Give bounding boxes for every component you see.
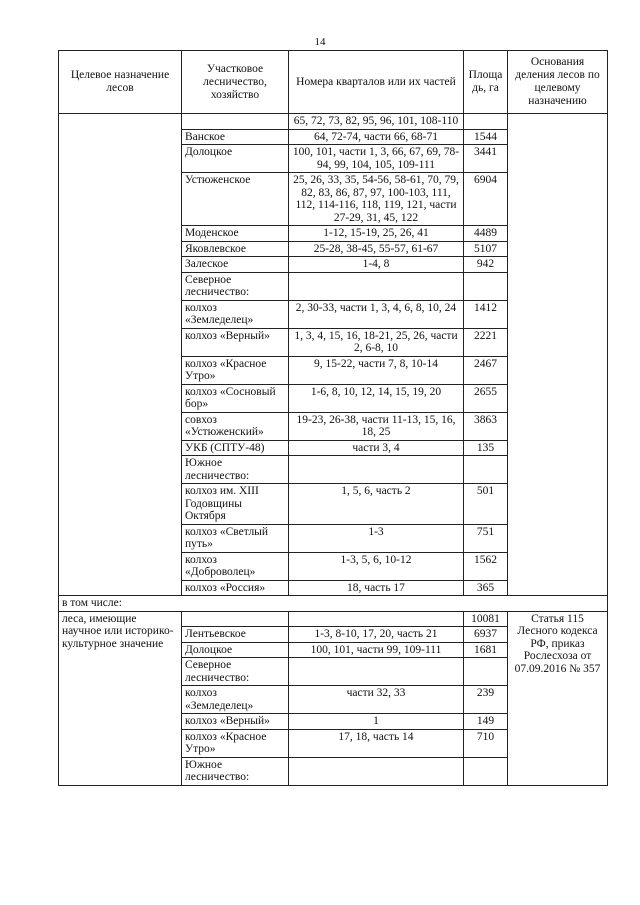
unit-cell: колхоз «Красное Утро» [182,729,289,757]
quarters-cell: 1 [289,714,464,730]
quarters-cell: 100, 101, части 1, 3, 66, 67, 69, 78-94, 99, 104, 105, 109-111 [289,145,464,173]
table-row [59,484,608,525]
basis-cell [508,145,608,173]
area-cell [464,456,508,484]
area-cell [464,114,508,130]
area-cell: 3441 [464,145,508,173]
quarters-cell: 1-3, 8-10, 17, 20, часть 21 [289,627,464,643]
quarters-cell: 2, 30-33, части 1, 3, 4, 6, 8, 10, 24 [289,300,464,328]
unit-cell: Южное лесничество: [182,757,289,785]
area-cell: 149 [464,714,508,730]
forest-table [58,50,608,786]
area-cell: 2467 [464,356,508,384]
quarters-cell [289,658,464,686]
basis-cell [508,257,608,273]
unit-cell: Ванское [182,129,289,145]
area-cell: 2655 [464,384,508,412]
purpose-cell [59,412,182,440]
basis-cell [508,226,608,242]
table-row [59,129,608,145]
basis-cell [508,114,608,130]
quarters-cell: 1-3 [289,524,464,552]
table-row [59,328,608,356]
table-row [59,145,608,173]
table-row [59,552,608,580]
table-row [59,412,608,440]
table-row [59,300,608,328]
subtotal-row [59,596,608,612]
unit-cell: колхоз «Доброволец» [182,552,289,580]
quarters-cell: 1, 3, 4, 15, 16, 18-21, 25, 26, части 2, 6-8, 10 [289,328,464,356]
table-row [59,456,608,484]
unit-cell: Южное лесничество: [182,456,289,484]
page-number: 14 [314,36,326,48]
quarters-cell [289,611,464,627]
unit-cell: колхоз «Верный» [182,714,289,730]
purpose-cell [59,173,182,226]
unit-cell: колхоз «Россия» [182,580,289,596]
quarters-cell: 25, 26, 33, 35, 54-56, 58-61, 70, 79, 82, 83, 86, 87, 97, 100-103, 111, 112, 114-116, 118, 119, 121, части 27-29, 31, 45, 122 [289,173,464,226]
table-row [59,257,608,273]
unit-cell: совхоз «Устюженский» [182,412,289,440]
purpose-cell [59,524,182,552]
area-cell: 239 [464,686,508,714]
unit-cell: Долоцкое [182,145,289,173]
basis-cell [508,440,608,456]
area-cell: 6904 [464,173,508,226]
purpose-cell [59,129,182,145]
quarters-cell [289,456,464,484]
area-cell: 4489 [464,226,508,242]
basis-cell [508,173,608,226]
quarters-cell: 1-3, 5, 6, 10-12 [289,552,464,580]
table-row [59,241,608,257]
quarters-cell: 1-4, 8 [289,257,464,273]
quarters-cell: 1, 5, 6, часть 2 [289,484,464,525]
unit-cell: колхоз «Сосновый бор» [182,384,289,412]
quarters-cell: 1-12, 15-19, 25, 26, 41 [289,226,464,242]
basis-cell [508,129,608,145]
table-row [59,440,608,456]
purpose-cell [59,356,182,384]
purpose-cell [59,300,182,328]
subtotal-label: в том числе: [59,596,608,612]
purpose-cell [59,114,182,130]
area-cell: 6937 [464,627,508,643]
quarters-cell: 65, 72, 73, 82, 95, 96, 101, 108-110 [289,114,464,130]
basis-cell [508,456,608,484]
quarters-cell: 100, 101, части 99, 109-111 [289,642,464,658]
table-row [59,114,608,130]
table-body-main [59,114,608,596]
purpose-cell [59,272,182,300]
area-cell: 501 [464,484,508,525]
table-header-row [59,51,608,114]
unit-cell: Северное лесничество: [182,658,289,686]
basis-cell [508,241,608,257]
quarters-cell: 64, 72-74, части 66, 68-71 [289,129,464,145]
purpose-cell [59,484,182,525]
area-cell [464,272,508,300]
unit-cell: Долоцкое [182,642,289,658]
basis-cell [508,356,608,384]
quarters-cell: 17, 18, часть 14 [289,729,464,757]
area-cell: 135 [464,440,508,456]
area-cell: 751 [464,524,508,552]
basis-cell [508,484,608,525]
basis-cell [508,524,608,552]
basis-cell [508,384,608,412]
unit-cell: колхоз «Верный» [182,328,289,356]
unit-cell: Северное лесничество: [182,272,289,300]
basis-cell [508,272,608,300]
unit-cell: колхоз «Земледелец» [182,686,289,714]
purpose-cell [59,580,182,596]
section2-total-row [59,611,608,627]
area-cell: 3863 [464,412,508,440]
section2-total-area: 10081 [464,611,508,627]
unit-cell: Лентьевское [182,627,289,643]
area-cell: 5107 [464,241,508,257]
table-row [59,356,608,384]
purpose-cell [59,552,182,580]
quarters-cell: 18, часть 17 [289,580,464,596]
quarters-cell [289,272,464,300]
quarters-cell: 1-6, 8, 10, 12, 14, 15, 19, 20 [289,384,464,412]
basis-cell [508,552,608,580]
area-cell: 942 [464,257,508,273]
unit-cell: УКБ (СПТУ-48) [182,440,289,456]
unit-cell: колхоз «Светлый путь» [182,524,289,552]
quarters-cell: части 3, 4 [289,440,464,456]
unit-cell: колхоз «Земледелец» [182,300,289,328]
unit-cell: колхоз «Красное Утро» [182,356,289,384]
purpose-cell [59,440,182,456]
table-row [59,173,608,226]
unit-cell [182,611,289,627]
purpose-cell [59,241,182,257]
quarters-cell: 19-23, 26-38, части 11-13, 15, 16, 18, 25 [289,412,464,440]
unit-cell [182,114,289,130]
purpose-cell [59,384,182,412]
area-cell: 1544 [464,129,508,145]
quarters-cell [289,757,464,785]
basis-cell [508,580,608,596]
area-cell: 1562 [464,552,508,580]
table-row [59,226,608,242]
purpose-cell [59,456,182,484]
table-row [59,524,608,552]
area-cell: 1412 [464,300,508,328]
unit-cell: Устюженское [182,173,289,226]
purpose-cell [59,145,182,173]
table-row [59,580,608,596]
quarters-cell: части 32, 33 [289,686,464,714]
header-purpose: Целевое назначение лесов [59,51,182,114]
unit-cell: Яковлевское [182,241,289,257]
purpose-cell [59,226,182,242]
area-cell: 2221 [464,328,508,356]
header-basis: Основания деления лесов по целевому назначению [508,51,608,114]
header-quarters: Номера кварталов или их частей [289,51,464,114]
area-cell: 1681 [464,642,508,658]
purpose-cell [59,328,182,356]
area-cell: 710 [464,729,508,757]
basis-cell [508,412,608,440]
section2-basis: Статья 115 Лесного кодекса РФ, приказ Рослесхоза от 07.09.2016 № 357 [508,611,608,785]
section2-purpose: леса, имеющие научное или историко-культурное значение [59,611,182,785]
unit-cell: Залеское [182,257,289,273]
area-cell: 365 [464,580,508,596]
unit-cell: Моденское [182,226,289,242]
quarters-cell: 25-28, 38-45, 55-57, 61-67 [289,241,464,257]
unit-cell: колхоз им. XIII Годовщины Октября [182,484,289,525]
table-body-subtotal [59,596,608,612]
table-row [59,384,608,412]
area-cell [464,757,508,785]
header-area: Площадь, га [464,51,508,114]
basis-cell [508,300,608,328]
quarters-cell: 9, 15-22, части 7, 8, 10-14 [289,356,464,384]
basis-cell [508,328,608,356]
purpose-cell [59,257,182,273]
table-body-section2 [59,611,608,785]
header-unit: Участковое лесничество, хозяйство [182,51,289,114]
table-row [59,272,608,300]
area-cell [464,658,508,686]
